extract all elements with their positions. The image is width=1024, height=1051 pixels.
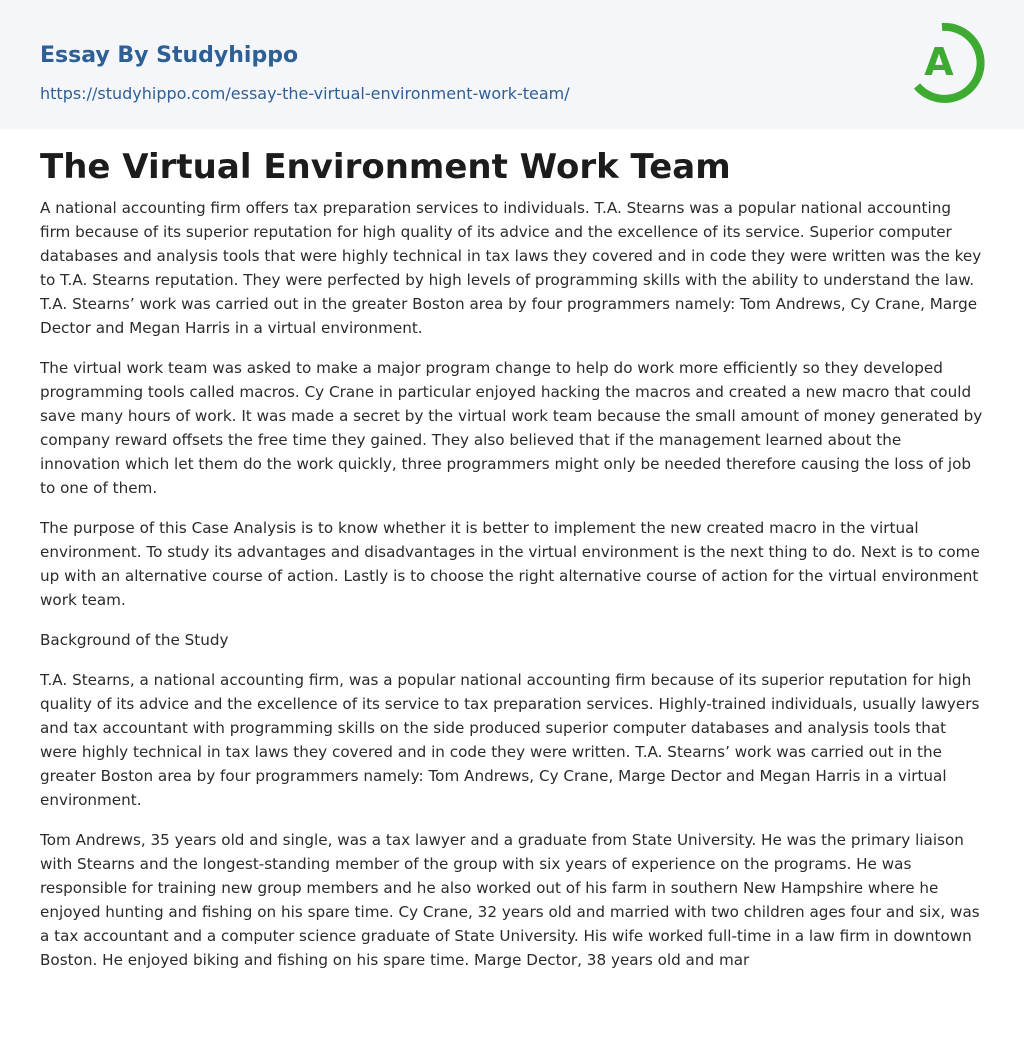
- paragraph-team-members: Tom Andrews, 35 years old and single, was a tax lawyer and a graduate from State University. He was the primary liaison with Stearns and the longest-standing member of the group with six years of experience on the programs. He was responsible for training new group members and he also worked out of his farm in southern New Hampshire where he enjoyed hunting and fishing on his spare time. Cy Crane, 32 years old and married with two children ages four and six, was a tax accountant and a computer science graduate of State University. His wife worked full-time in a law firm in downtown Boston. He enjoyed biking and fishing on his spare time. Marge Dector, 38 years old and mar: [40, 831, 980, 969]
- paragraph-intro: A national accounting firm offers tax preparation services to individuals. T.A. Stearns was a popular national accounting firm because of its superior reputation for high quality of its advice and the excellence of its service. Superior computer databases and analysis tools that were highly technical in tax laws they covered and in code they were written was the key to T.A. Stearns reputation. They were perfected by high levels of programming skills with the ability to understand the law. T.A. Stearns’ work was carried out in the greater Boston area by four programmers namely: Tom Andrews, Cy Crane, Marge Dector and Megan Harris in a virtual environment.: [40, 199, 982, 337]
- section-heading-background: Background of the Study: [40, 631, 229, 649]
- paragraph-macros: The virtual work team was asked to make a major program change to help do work more efficiently so they developed programming tools called macros. Cy Crane in particular enjoyed hacking the macros and created a new macro that could save many hours of work. It was made a secret by the virtual work team because the small amount of money generated by company reward offsets the free time they gained. They also believed that if the management learned about the innovation which let them do the work quickly, three programmers might only be needed therefore causing the loss of job to one of them.: [40, 359, 983, 497]
- studyhippo-logo-icon[interactable]: [911, 19, 987, 105]
- page-title: The Virtual Environment Work Team: [40, 147, 731, 187]
- logo-letter: A: [924, 40, 954, 84]
- article: [40, 144, 984, 988]
- site-header: [0, 0, 1024, 129]
- essay-url-link[interactable]: https://studyhippo.com/essay-the-virtual-environment-work-team/: [40, 84, 570, 103]
- site-title[interactable]: Essay By Studyhippo: [40, 43, 299, 68]
- paragraph-purpose: The purpose of this Case Analysis is to know whether it is better to implement the new created macro in the virtual environment. To study its advantages and disadvantages in the virtual environment is the next thing to do. Next is to come up with an alternative course of action. Lastly is to choose the right alternative course of action for the virtual environment work team.: [40, 519, 980, 609]
- paragraph-background: T.A. Stearns, a national accounting firm, was a popular national accounting firm because of its superior reputation for high quality of its advice and the excellence of its service to tax preparation services. Highly-trained individuals, usually lawyers and tax accountant with programming skills on the side produced superior computer databases and analysis tools that were highly technical in tax laws they covered and in code they were written. T.A. Stearns’ work was carried out in the greater Boston area by four programmers namely: Tom Andrews, Cy Crane, Marge Dector and Megan Harris in a virtual environment.: [40, 671, 980, 809]
